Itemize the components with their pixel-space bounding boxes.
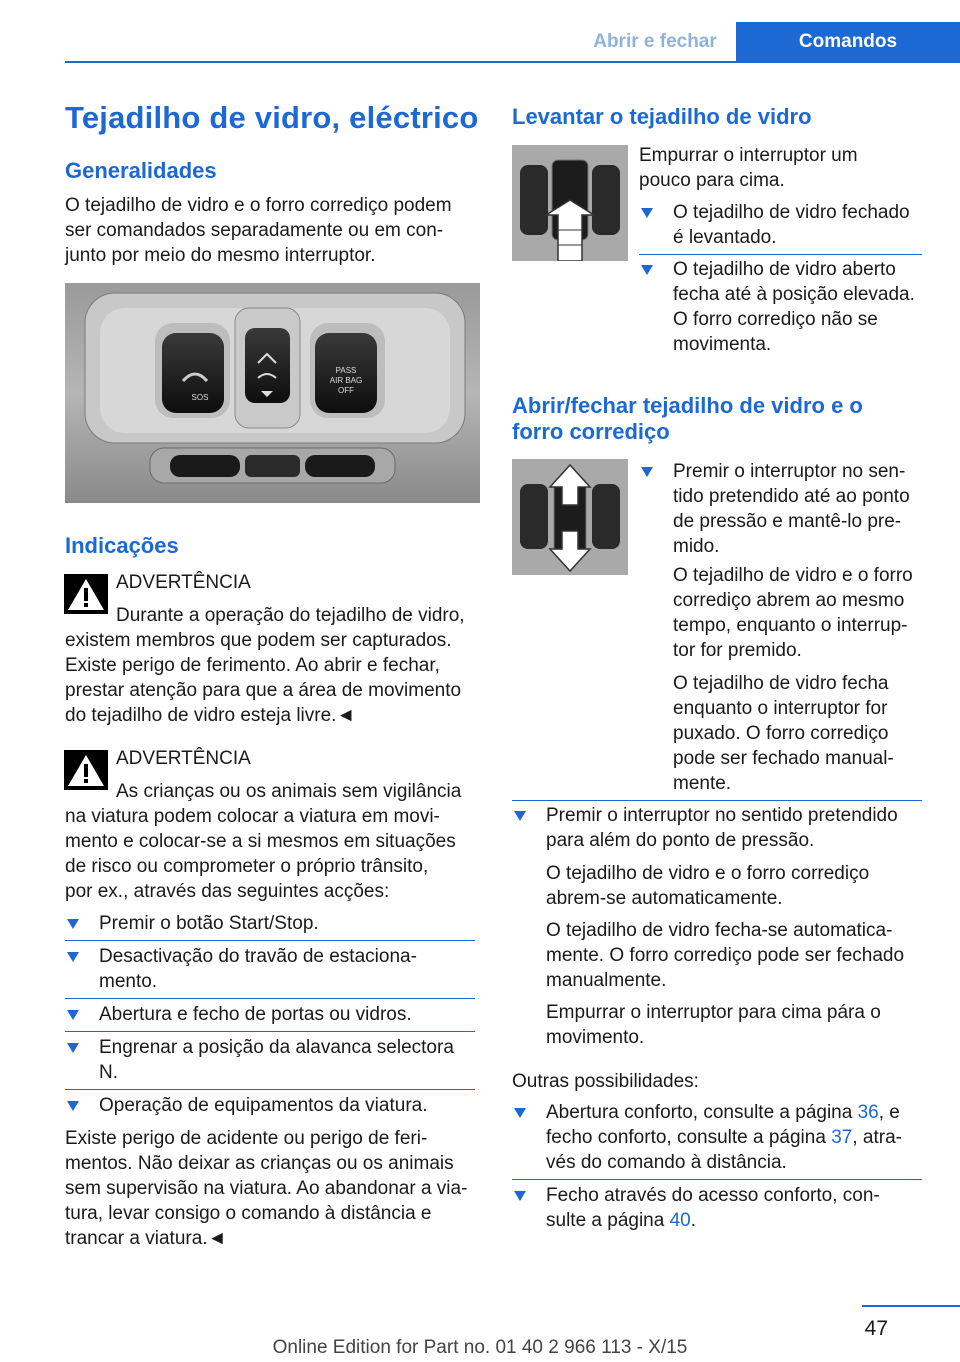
page-number: 47	[864, 1317, 888, 1340]
bullet-triangle-icon	[641, 265, 653, 275]
warning-text: Durante a operação do tejadilho de vidro,	[116, 605, 465, 626]
list-item: O tejadilho de vidro fechado é levantado.	[673, 202, 910, 248]
svg-text:OFF: OFF	[338, 386, 354, 395]
list-item: Premir o interruptor no sen- tido pretendido até ao ponto de pressão e mantê-lo pre- mido.	[673, 461, 910, 557]
switch-up-image	[512, 145, 628, 261]
list-item: O tejadilho de vidro aberto fecha até à posição elevada. O forro corrediço não se movimenta.	[673, 259, 915, 355]
list-item-paragraph: O tejadilho de vidro fecha enquanto o interruptor for puxado. O forro corrediço pode ser fechado manual- mente.	[673, 673, 894, 794]
bullet-triangle-icon	[641, 208, 653, 218]
warning-text: As crianças ou os animais sem vigilância	[116, 781, 462, 802]
warning-triangle-icon	[64, 750, 108, 790]
indicacoes-heading: Indicações	[65, 533, 179, 558]
generalidades-text: O tejadilho de vidro e o forro corrediço podem ser comandados separadamente ou em con- junto por meio do mesmo interruptor.	[65, 195, 452, 266]
sos-label: SOS	[191, 393, 209, 402]
page-title: Tejadilho de vidro, eléctrico	[65, 100, 479, 135]
warning-text-cont: existem membros que podem ser capturados. Existe perigo de ferimento. Ao abrir e fechar, prestar atenção para que a área de movimento do tejadilho de vidro esteja livre.◄	[65, 630, 462, 726]
bullet-triangle-icon	[67, 1101, 79, 1111]
page-link-37[interactable]: 37	[831, 1127, 853, 1148]
closing-text: Existe perigo de acidente ou perigo de feri- mentos. Não deixar as crianças ou os animais sem supervisão na viatura. Ao abandonar a via- tura, levar consigo o comando à distância e trancar a viatura.◄	[65, 1128, 468, 1249]
bullet-triangle-icon	[67, 919, 79, 929]
list-item: Fecho através do acesso conforto, con- sulte a página 40.	[546, 1185, 880, 1231]
list-item: Desactivação do travão de estaciona- mento.	[99, 946, 417, 992]
list-item: Premir o interruptor no sentido pretendido para além do ponto de pressão.	[546, 805, 898, 851]
outras-possibilidades: Outras possibilidades:	[512, 1071, 699, 1092]
list-item-paragraph: Empurrar o interruptor para cima pára o movimento.	[546, 1002, 881, 1048]
header-rule	[65, 61, 960, 63]
tab-comandos[interactable]: Comandos	[736, 22, 960, 62]
list-item: Operação de equipamentos da viatura.	[99, 1095, 428, 1116]
bullet-triangle-icon	[67, 1043, 79, 1053]
list-item-paragraph: O tejadilho de vidro e o forro corrediço abrem-se automaticamente.	[546, 863, 870, 909]
generalidades-heading: Generalidades	[65, 158, 217, 183]
list-item-paragraph: O tejadilho de vidro e o forro corrediço abrem ao mesmo tempo, enquanto o interrup- tor for premido.	[673, 565, 913, 661]
levantar-intro: Empurrar o interruptor um pouco para cima.	[639, 145, 858, 191]
bullet-triangle-icon	[514, 1108, 526, 1118]
bullet-triangle-icon	[641, 467, 653, 477]
bullet-triangle-icon	[514, 811, 526, 821]
svg-text:PASS: PASS	[335, 366, 357, 375]
bullet-triangle-icon	[67, 1010, 79, 1020]
list-item: Premir o botão Start/Stop.	[99, 913, 319, 934]
warning-title: ADVERTÊNCIA	[116, 572, 251, 593]
list-item: Abertura conforto, consulte a página 36, e fecho conforto, consulte a página 37, atra- vés do comando à distância.	[546, 1102, 902, 1173]
warning-text-cont: na viatura podem colocar a viatura em movi- mento e colocar-se a si mesmos em situações de risco ou comprometer o próprio trânsito, por ex., através das seguintes acções:	[65, 806, 456, 902]
page-link-40[interactable]: 40	[669, 1210, 691, 1231]
svg-text:AIR BAG: AIR BAG	[329, 376, 363, 385]
switch-updown-image	[512, 459, 628, 575]
overhead-console-photo	[65, 283, 480, 503]
bullet-triangle-icon	[67, 952, 79, 962]
list-item-paragraph: O tejadilho de vidro fecha-se automatica- mente. O forro corrediço pode ser fechado manualmente.	[546, 920, 905, 991]
list-item: Abertura e fecho de portas ou vidros.	[99, 1004, 412, 1025]
bullet-triangle-icon	[514, 1191, 526, 1201]
page-link-36[interactable]: 36	[857, 1102, 879, 1123]
footer-edition: Online Edition for Part no. 01 40 2 966 113 - X/15	[272, 1337, 688, 1358]
warning-title: ADVERTÊNCIA	[116, 748, 251, 769]
tab-abrir-e-fechar[interactable]: Abrir e fechar	[593, 31, 717, 52]
list-item: Engrenar a posição da alavanca selectora N.	[99, 1037, 454, 1083]
warning-triangle-icon	[64, 574, 108, 614]
footer-rule	[862, 1305, 960, 1307]
levantar-heading: Levantar o tejadilho de vidro	[512, 104, 812, 129]
abrir-heading: Abrir/fechar tejadilho de vidro e o forro corrediço	[512, 393, 863, 444]
